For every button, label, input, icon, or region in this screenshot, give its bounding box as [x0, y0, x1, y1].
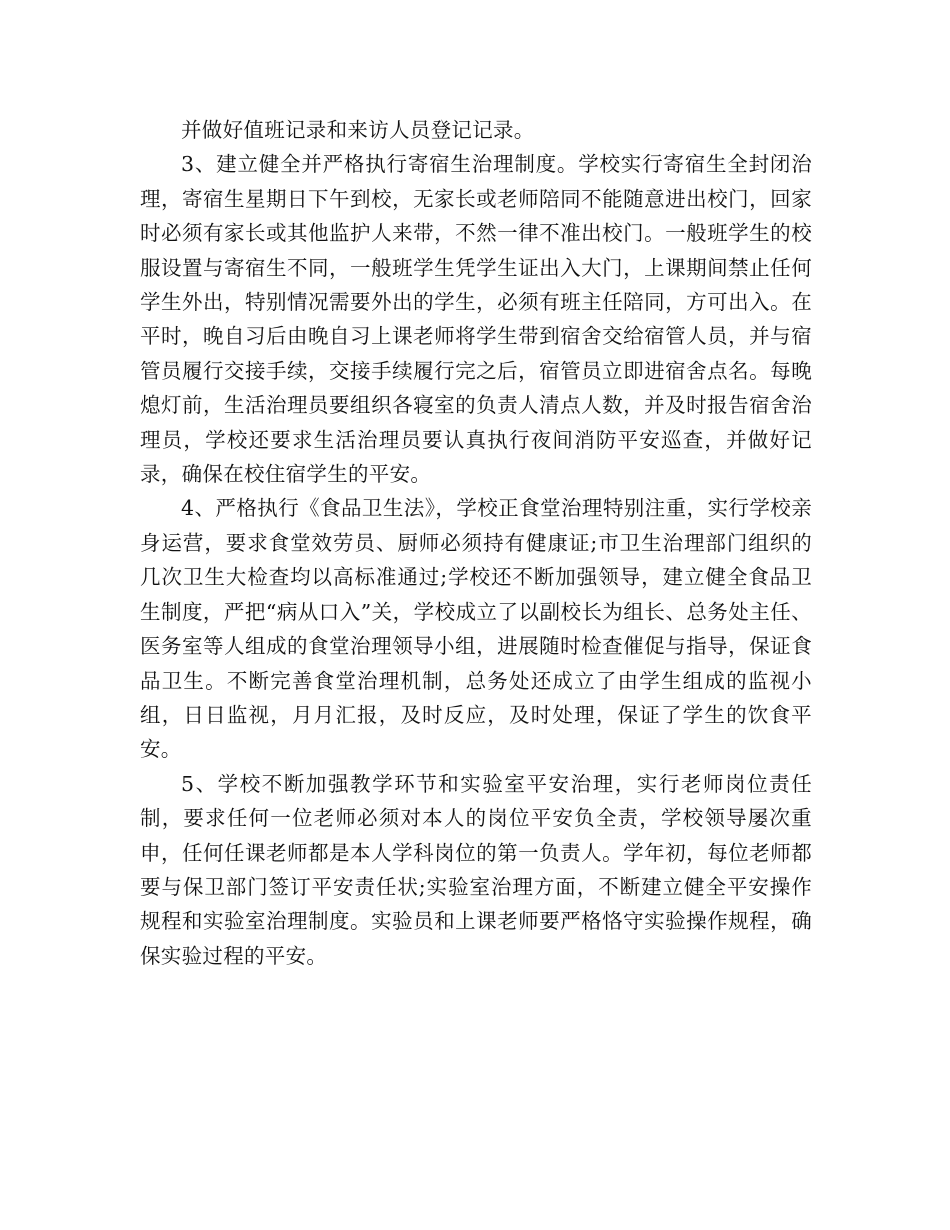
- paragraph-lab-safety: 5、学校不断加强教学环节和实验室平安治理，实行老师岗位责任制，要求任何一位老师必须对本人的岗位平安负全责，学校领导屡次重申，任何任课老师都是本人学科岗位的第一负责人。学年初，每位老师都要与保卫部门签订平安责任状;实验室治理方面，不断建立健全平安操作规程和实验室治理制度。实验员和上课老师要严格恪守实验操作规程，确保实验过程的平安。: [140, 771, 812, 968]
- paragraph-boarding-rules: 3、建立健全并严格执行寄宿生治理制度。学校实行寄宿生全封闭治理，寄宿生星期日下午到校，无家长或老师陪同不能随意进出校门，回家时必须有家长或其他监护人来带，不然一律不准出校门。一般班学生的校服设置与寄宿生不同，一般班学生凭学生证出入大门，上课期间禁止任何学生外出，特别情况需要外出的学生，必须有班主任陪同，方可出入。在平时，晚自习后由晚自习上课老师将学生带到宿舍交给宿管人员，并与宿管员履行交接手续，交接手续履行完之后，宿管员立即进宿舍点名。每晚熄灯前，生活治理员要组织各寝室的负责人清点人数，并及时报告宿舍治理员，学校还要求生活治理员要认真执行夜间消防平安巡查，并做好记录，确保在校住宿学生的平安。: [140, 152, 812, 487]
- paragraph-continuation: 并做好值班记录和来访人员登记记录。: [181, 118, 535, 142]
- document-body: [140, 113, 812, 973]
- paragraph-food-hygiene: 4、严格执行《食品卫生法》，学校正食堂治理特别注重，实行学校亲身运营，要求食堂效劳员、厨师必须持有健康证;市卫生治理部门组织的几次卫生大检查均以高标准通过;学校还不断加强领导，建立健全食品卫生制度，严把“病从口入”关，学校成立了以副校长为组长、总务处主任、医务室等人组成的食堂治理领导小组，进展随时检查催促与指导，保证食品卫生。不断完善食堂治理机制，总务处还成立了由学生组成的监视小组，日日监视，月月汇报，及时反应，及时处理，保证了学生的饮食平安。: [140, 496, 812, 762]
